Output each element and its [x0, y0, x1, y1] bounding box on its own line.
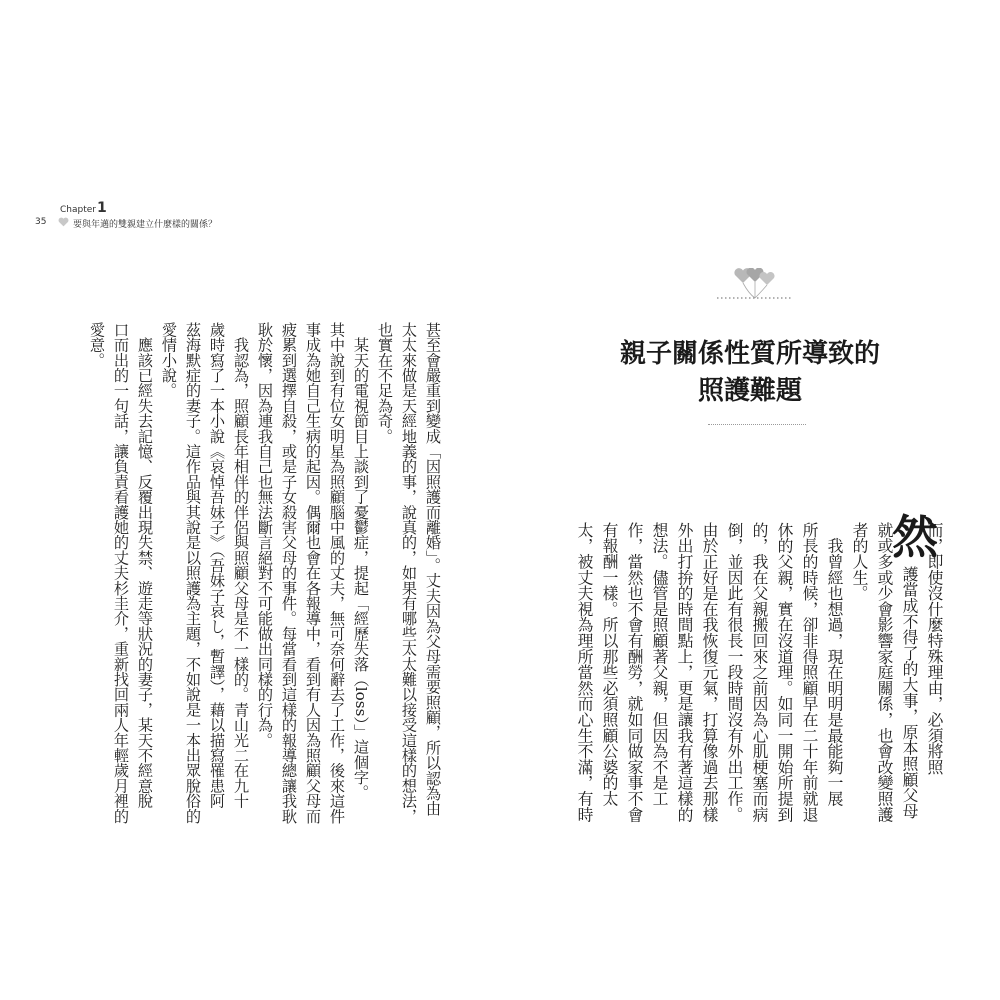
text-column: 者的人生。 [850, 522, 869, 601]
text-column: 其中說到有位女明星為照顧腦中風的丈夫，無可奈何辭去了工作，後來這件 [328, 322, 346, 824]
text-column: 太，被丈夫視為理所當然而心生不滿，有時 [575, 522, 594, 823]
text-column: 外出打拚的時間點上，更是讓我有著這樣的 [675, 522, 694, 823]
text-column: 疲累到選擇自殺，或是子女殺害父母的事件。每當看到這樣的報導總讓我耿 [280, 322, 298, 824]
text-column: 耿於懷，因為連我自己也無法斷言絕對不可能做出同樣的行為。 [256, 322, 274, 748]
drop-cap: 然 [892, 510, 938, 564]
text-column: 休的父親，實在沒道理。如同一開始所提到 [775, 522, 794, 823]
chapter-number: 1 [96, 200, 107, 216]
text-column: 某天的電視節目上談到了憂鬱症，提起「經歷失落（loss）」這個字。 [352, 322, 370, 800]
text-column: 事成為她自己生病的起因。偶爾也會在各報導中，看到有人因為照顧父母而 [304, 322, 322, 824]
text-column: 由於正好是在我恢復元氣，打算像過去那樣 [700, 522, 719, 823]
title-divider [708, 424, 806, 425]
text-column: 甚至會嚴重到變成「因照護而離婚」。丈夫因為父母需要照顧，所以認為由 [424, 322, 442, 816]
page-number: 35 [35, 217, 47, 227]
running-header [35, 200, 335, 232]
text-column: 想法。儘管是照顧著父親，但因為不是工 [650, 522, 669, 807]
text-column: 有報酬一樣。所以那些必須照顧公婆的太 [600, 522, 619, 807]
text-column: 作，當然也不會有酬勞，就如同做家事不會 [625, 522, 644, 823]
hearts-ornament [715, 268, 795, 310]
text-column: 愛情小說。 [160, 322, 178, 398]
text-column: 的，我在父親搬回來之前因為心肌梗塞而病 [750, 522, 769, 823]
text-column: 太太來做是天經地義的事，說真的，如果有哪些太太難以接受這樣的想法， [400, 322, 418, 824]
text-column: 也實在不足為奇。 [376, 322, 394, 444]
text-column: 茲海默症的妻子。這作品與其說是以照護為主題，不如說是一本出眾脫俗的 [184, 322, 202, 824]
section-title: 親子關係性質所導致的 照護難題 [619, 339, 880, 406]
text-column: 應該已經失去記憶、反覆出現失禁、遊走等狀況的妻子，某天不經意脫 [136, 322, 154, 809]
text-column: 就或多或少會影響家庭關係，也會改變照護 [875, 522, 894, 823]
heart-icon [58, 217, 69, 227]
text-column: 我曾經也想過，現在明明是最能夠一展 [825, 522, 844, 807]
text-column: 倒，並因此有很長一段時間沒有外出工作。 [725, 522, 744, 823]
chapter-label: Chapter1 [60, 200, 107, 216]
text-column: 所長的時候，卻非得照顧早在二十年前就退 [800, 522, 819, 823]
text-column: 而，即使沒什麼特殊理由，必須將照 [925, 522, 944, 775]
chapter-subtitle: 要與年邁的雙親建立什麼樣的關係？ [73, 220, 218, 230]
text-column: 愛意。 [88, 322, 106, 368]
text-column: 護當成不得了的大事，原本照顧父母 [900, 566, 919, 819]
text-column: 口而出的一句話，讓負責看護她的丈夫杉圭介，重新找回兩人年輕歲月裡的 [112, 322, 130, 824]
text-column: 歲時寫了一本小說《哀悼吾妹子》（吾妹子哀し，暫譯），藉以描寫罹患阿 [208, 322, 226, 809]
heart-icon [759, 272, 774, 285]
text-column: 我認為，照顧長年相伴的伴侶與照顧父母是不一樣的。青山光二在九十 [232, 322, 250, 809]
